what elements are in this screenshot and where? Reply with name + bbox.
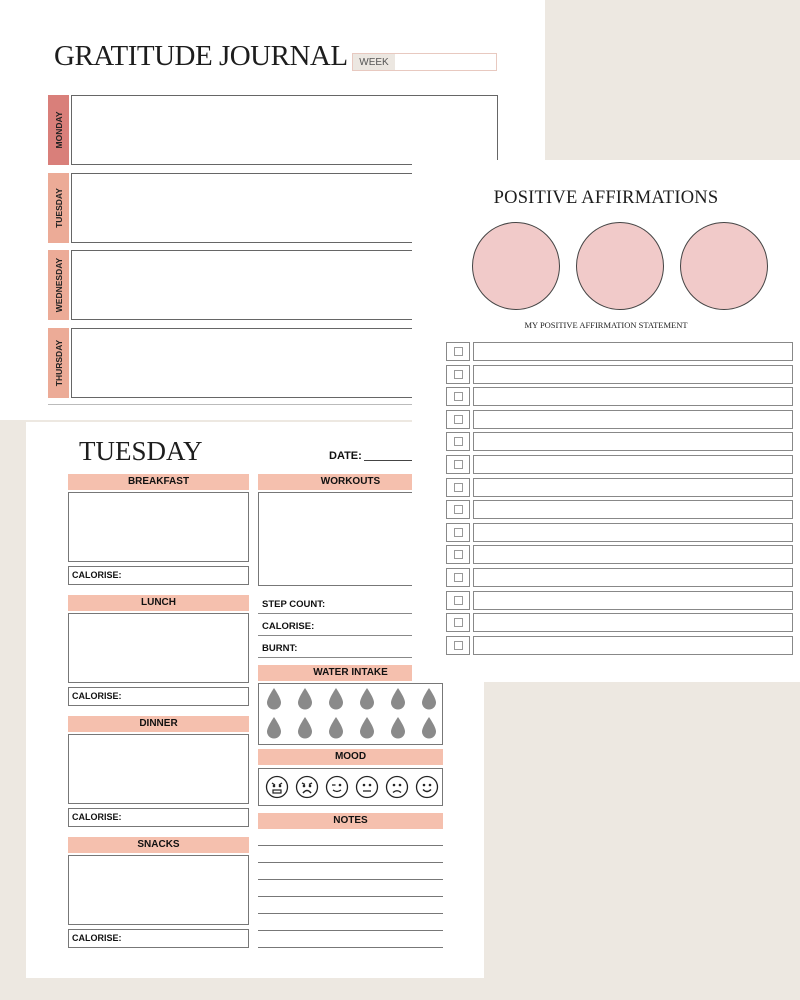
positive-affirmations-page <box>412 160 800 682</box>
lunch-header: LUNCH <box>68 595 249 611</box>
day-row-monday <box>48 95 498 165</box>
water-intake-header: WATER INTAKE <box>258 665 443 681</box>
day-tab-monday <box>48 95 69 165</box>
affirmation-row <box>446 545 793 564</box>
affirmation-text-field[interactable] <box>473 523 793 542</box>
notes-line[interactable] <box>258 930 443 931</box>
affirmation-text-field[interactable] <box>473 410 793 429</box>
neutral-face-icon[interactable] <box>355 775 379 799</box>
affirmation-checkbox[interactable] <box>446 613 470 632</box>
affirmation-row <box>446 410 793 429</box>
affirmation-row <box>446 365 793 384</box>
affirmation-text-field[interactable] <box>473 568 793 587</box>
affirmation-checkbox[interactable] <box>446 636 470 655</box>
affirmation-circle <box>472 222 560 310</box>
affirmation-checkbox[interactable] <box>446 500 470 519</box>
notes-line[interactable] <box>258 913 443 914</box>
notes-line[interactable] <box>258 845 443 846</box>
dinner-box[interactable] <box>68 734 249 804</box>
affirmation-row <box>446 387 793 406</box>
water-drop-icon[interactable] <box>266 687 282 711</box>
affirmation-checkbox[interactable] <box>446 568 470 587</box>
planner-day-title: TUESDAY <box>79 436 203 466</box>
notes-line[interactable] <box>258 879 443 880</box>
water-drop-icon[interactable] <box>421 687 437 711</box>
burnt-field[interactable]: BURNT: <box>258 639 443 658</box>
affirmation-checkbox[interactable] <box>446 432 470 451</box>
affirmation-row <box>446 455 793 474</box>
snacks-header: SNACKS <box>68 837 249 853</box>
snacks-calorie-field[interactable]: CALORISE: <box>68 929 249 948</box>
day-tab-tuesday <box>48 173 69 243</box>
affirmation-checkbox[interactable] <box>446 365 470 384</box>
affirmation-row <box>446 500 793 519</box>
affirmation-row <box>446 523 793 542</box>
workouts-header: WORKOUTS <box>258 474 443 490</box>
snacks-box[interactable] <box>68 855 249 925</box>
affirmation-row <box>446 432 793 451</box>
day-label: MONDAY <box>53 111 64 149</box>
checkbox-square-icon <box>454 437 463 446</box>
affirmation-checkbox[interactable] <box>446 455 470 474</box>
water-drop-icon[interactable] <box>359 687 375 711</box>
notes-line[interactable] <box>258 947 443 948</box>
wink-face-icon[interactable] <box>325 775 349 799</box>
breakfast-calorie-field[interactable]: CALORISE: <box>68 566 249 585</box>
dinner-header: DINNER <box>68 716 249 732</box>
checkbox-square-icon <box>454 550 463 559</box>
mood-header: MOOD <box>258 749 443 765</box>
checkbox-square-icon <box>454 415 463 424</box>
date-label: DATE: <box>329 450 362 462</box>
water-drop-icon[interactable] <box>297 716 313 740</box>
water-drop-icon[interactable] <box>328 716 344 740</box>
water-drop-icon[interactable] <box>266 716 282 740</box>
day-entry-monday[interactable] <box>71 95 498 165</box>
affirmation-checkbox[interactable] <box>446 545 470 564</box>
affirmation-checkbox[interactable] <box>446 591 470 610</box>
water-drop-icon[interactable] <box>390 716 406 740</box>
sad-face-icon[interactable] <box>385 775 409 799</box>
checkbox-square-icon <box>454 596 463 605</box>
mood-tracker <box>258 768 443 806</box>
affirmation-text-field[interactable] <box>473 478 793 497</box>
affirmation-text-field[interactable] <box>473 545 793 564</box>
notes-line[interactable] <box>258 862 443 863</box>
lunch-calorie-field[interactable]: CALORISE: <box>68 687 249 706</box>
affirmation-checkbox[interactable] <box>446 342 470 361</box>
affirmation-text-field[interactable] <box>473 387 793 406</box>
affirmation-row <box>446 478 793 497</box>
checkbox-square-icon <box>454 460 463 469</box>
checkbox-square-icon <box>454 573 463 582</box>
affirmation-row <box>446 342 793 361</box>
water-intake-tracker <box>258 683 443 745</box>
lunch-box[interactable] <box>68 613 249 683</box>
notes-line[interactable] <box>258 896 443 897</box>
breakfast-box[interactable] <box>68 492 249 562</box>
water-drop-icon[interactable] <box>328 687 344 711</box>
smile-face-icon[interactable] <box>415 775 439 799</box>
checkbox-square-icon <box>454 618 463 627</box>
affirmation-checkbox[interactable] <box>446 478 470 497</box>
checkbox-square-icon <box>454 347 463 356</box>
affirmation-row <box>446 636 793 655</box>
affirmations-title: POSITIVE AFFIRMATIONS <box>493 188 719 208</box>
affirmation-text-field[interactable] <box>473 613 793 632</box>
affirmation-circle <box>576 222 664 310</box>
notes-header: NOTES <box>258 813 443 829</box>
affirmation-circle <box>680 222 768 310</box>
angry-face-icon[interactable] <box>265 775 289 799</box>
affirmation-row <box>446 591 793 610</box>
affirmation-text-field[interactable] <box>473 432 793 451</box>
gratitude-journal-title: GRATITUDE JOURNAL <box>54 40 348 72</box>
affirmation-text-field[interactable] <box>473 591 793 610</box>
checkbox-square-icon <box>454 528 463 537</box>
affirmation-row <box>446 568 793 587</box>
affirmation-text-field[interactable] <box>473 455 793 474</box>
water-drop-icon[interactable] <box>359 716 375 740</box>
day-tab-wednesday <box>48 250 69 320</box>
affirmation-checkbox[interactable] <box>446 410 470 429</box>
checkbox-square-icon <box>454 392 463 401</box>
checkbox-square-icon <box>454 483 463 492</box>
breakfast-header: BREAKFAST <box>68 474 249 490</box>
day-label: WEDNESDAY <box>53 257 64 313</box>
checkbox-square-icon <box>454 505 463 514</box>
water-drop-icon[interactable] <box>421 716 437 740</box>
affirmation-checkbox[interactable] <box>446 523 470 542</box>
dinner-calorie-field[interactable]: CALORISE: <box>68 808 249 827</box>
water-drop-icon[interactable] <box>390 687 406 711</box>
checkbox-square-icon <box>454 370 463 379</box>
affirmations-subtitle: MY POSITIVE AFFIRMATION STATEMENT <box>524 320 688 330</box>
affirmation-row <box>446 613 793 632</box>
affirmation-text-field[interactable] <box>473 342 793 361</box>
day-label: TUESDAY <box>53 188 64 228</box>
frown-face-icon[interactable] <box>295 775 319 799</box>
checkbox-square-icon <box>454 641 463 650</box>
affirmation-text-field[interactable] <box>473 500 793 519</box>
step-count-field[interactable]: STEP COUNT: <box>258 595 443 614</box>
affirmation-text-field[interactable] <box>473 636 793 655</box>
affirmation-checkbox[interactable] <box>446 387 470 406</box>
week-field[interactable] <box>352 53 497 71</box>
week-label: WEEK <box>353 54 395 70</box>
calorise-field[interactable]: CALORISE: <box>258 617 443 636</box>
affirmation-text-field[interactable] <box>473 365 793 384</box>
water-drop-icon[interactable] <box>297 687 313 711</box>
day-tab-thursday <box>48 328 69 398</box>
day-label: THURSDAY <box>53 339 64 387</box>
